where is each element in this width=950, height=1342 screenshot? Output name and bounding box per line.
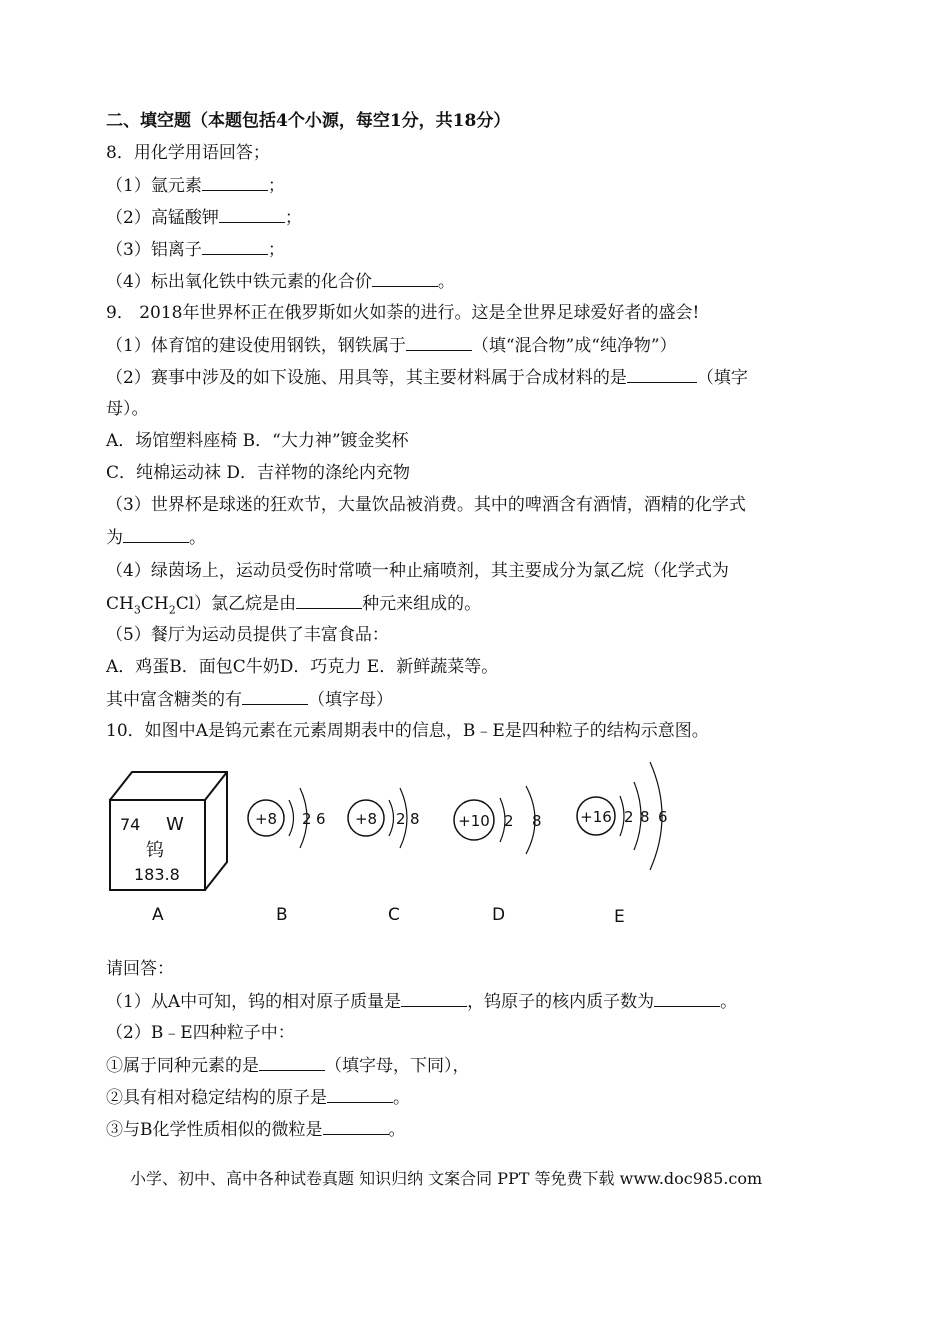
q8-part-1: （1）氩元素 ； xyxy=(106,176,285,196)
label-e: E xyxy=(614,907,625,927)
answer-blank[interactable] xyxy=(296,592,362,609)
label-b: B xyxy=(276,905,288,925)
q9-part-5: （5）餐厅为运动员提供了丰富食品： xyxy=(106,625,389,645)
particle-e xyxy=(577,762,668,927)
nucleus-charge: +16 xyxy=(580,808,612,826)
q8-part-2: （2）高锰酸钾 ； xyxy=(106,208,302,228)
shell-electrons: 8 xyxy=(410,810,420,828)
answer-blank[interactable] xyxy=(323,1118,389,1135)
answer-blank[interactable] xyxy=(202,174,268,191)
q10-figure xyxy=(106,760,706,930)
q9-options-cd: C．纯棉运动袜 D．吉祥物的涤纶内充物 xyxy=(106,463,411,483)
answer-blank[interactable] xyxy=(401,990,467,1007)
answer-blank[interactable] xyxy=(327,1086,393,1103)
q9-options-ab: A．场馆塑料座椅 B．“大力神”镀金奖杯 xyxy=(106,431,409,451)
section-title: 二、填空题（本题包括4个小源，每空1分，共18分） xyxy=(106,111,511,131)
shell-electrons: 2 xyxy=(624,808,634,826)
q9-part-2-cont: 母）。 xyxy=(106,399,149,419)
atomic-number: 74 xyxy=(120,815,141,834)
q10-part-2: （2）B﹣E四种粒子中： xyxy=(106,1023,295,1043)
q9-part-4: （4）绿茵场上，运动员受伤时常喷一种止痛喷剂，其主要成分为氯乙烷（化学式为 xyxy=(106,561,729,581)
label-c: C xyxy=(388,905,400,925)
q10-stem: 10．如图中A是钨元素在元素周期表中的信息，B﹣E是四种粒子的结构示意图。 xyxy=(106,721,709,741)
answer-blank[interactable] xyxy=(406,334,472,351)
label-d: D xyxy=(492,905,506,925)
shell-electrons: 8 xyxy=(640,808,650,826)
q9-part-1: （1）体育馆的建设使用钢铁，钢铁属于 （填“混合物”成“纯净物”） xyxy=(106,336,677,356)
answer-blank[interactable] xyxy=(654,990,720,1007)
q9-part-2: （2）赛事中涉及的如下设施、用具等，其主要材料属于合成材料的是 （填字 xyxy=(106,368,748,388)
shell-electrons: 6 xyxy=(316,810,326,828)
shell-electrons: 6 xyxy=(658,808,668,826)
shell-electrons: 2 xyxy=(302,810,312,828)
answer-blank[interactable] xyxy=(123,526,189,543)
q8-part-3: （3）铝离子 ； xyxy=(106,240,285,260)
element-name: 钨 xyxy=(146,840,164,861)
q9-stem: 9． 2018年世界杯正在俄罗斯如火如荼的进行。这是全世界足球爱好者的盛会! xyxy=(106,303,700,323)
q10-sub-2: ②具有相对稳定结构的原子是 。 xyxy=(106,1088,410,1108)
q9-part-3: （3）世界杯是球迷的狂欢节，大量饮品被消费。其中的啤酒含有酒情，酒精的化学式 xyxy=(106,495,746,515)
q10-sub-3: ③与B化学性质相似的微粒是 。 xyxy=(106,1120,406,1140)
particle-d xyxy=(454,786,542,925)
element-symbol: W xyxy=(166,814,184,835)
shell-electrons: 8 xyxy=(532,812,542,830)
answer-blank[interactable] xyxy=(259,1054,325,1071)
answer-blank[interactable] xyxy=(242,688,308,705)
q10-part-1: （1）从A中可知，钨的相对原子质量是 ，钨原子的核内质子数为 。 xyxy=(106,992,738,1012)
label-a: A xyxy=(152,905,164,925)
particle-b xyxy=(248,788,326,925)
q8-stem: 8．用化学用语回答； xyxy=(106,143,270,163)
answer-blank[interactable] xyxy=(627,366,697,383)
atomic-mass: 183.8 xyxy=(134,865,180,884)
q9-part-5-options: A．鸡蛋B．面包C牛奶D．巧克力 E．新鲜蔬菜等。 xyxy=(106,657,499,677)
particle-c xyxy=(348,788,420,925)
page-footer: 小学、初中、高中各种试卷真题 知识归纳 文案合同 PPT 等免费下载 www.doc985.com xyxy=(130,1169,763,1188)
shell-electrons: 2 xyxy=(396,810,406,828)
nucleus-charge: +8 xyxy=(254,810,278,828)
answer-blank[interactable] xyxy=(219,206,285,223)
q9-part-3-cont: 为 。 xyxy=(106,528,206,548)
nucleus-charge: +8 xyxy=(354,810,378,828)
q10-ask: 请回答： xyxy=(106,959,174,979)
q9-part-5-ask: 其中富含糖类的有 （填字母） xyxy=(106,690,393,710)
q10-sub-1: ①属于同种元素的是 （填字母，下同）， xyxy=(106,1056,470,1076)
q9-part-4-cont: $CH_3CH_2Cl$）氯乙烷是由 种元来组成的。 xyxy=(106,594,482,617)
q8-part-4: （4）标出氧化铁中铁元素的化合价 。 xyxy=(106,272,455,292)
nucleus-charge: +10 xyxy=(458,812,490,830)
shell-electrons: 2 xyxy=(504,812,514,830)
answer-blank[interactable] xyxy=(202,238,268,255)
answer-blank[interactable] xyxy=(372,270,438,287)
